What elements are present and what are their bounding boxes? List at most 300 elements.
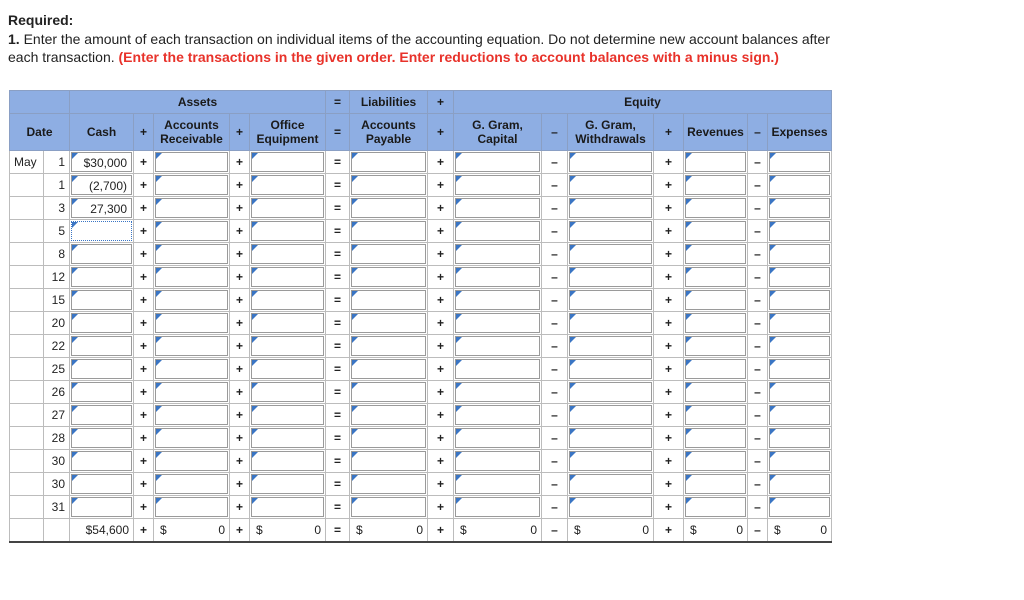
withdrawals-input[interactable] xyxy=(569,244,652,264)
row-day: 8 xyxy=(44,243,70,266)
row-month xyxy=(10,381,44,404)
accounts-receivable-input[interactable] xyxy=(155,497,228,517)
capital-input[interactable] xyxy=(455,175,540,195)
withdrawals-input[interactable] xyxy=(569,175,652,195)
withdrawals-header: G. Gram, Withdrawals xyxy=(568,114,654,151)
accounts-receivable-input[interactable] xyxy=(155,221,228,241)
header-plus-sign: + xyxy=(654,114,684,151)
minus-sign: – xyxy=(748,220,768,243)
row-month xyxy=(10,450,44,473)
currency-symbol: $ xyxy=(460,523,467,537)
accounts-receivable-input[interactable] xyxy=(155,198,228,218)
revenues-input[interactable] xyxy=(685,405,746,425)
expenses-input[interactable] xyxy=(769,221,830,241)
plus-sign: + xyxy=(230,427,250,450)
cash-input[interactable] xyxy=(71,267,132,287)
plus-sign: + xyxy=(134,335,154,358)
expenses-input[interactable] xyxy=(769,175,830,195)
expenses-input[interactable] xyxy=(769,405,830,425)
table-row xyxy=(10,174,832,197)
office-equipment-input[interactable] xyxy=(251,405,324,425)
equals-sign: = xyxy=(326,381,350,404)
minus-sign: – xyxy=(748,197,768,220)
plus-sign: + xyxy=(230,151,250,174)
expenses-input[interactable] xyxy=(769,152,830,172)
office-equipment-input[interactable] xyxy=(251,336,324,356)
minus-sign: – xyxy=(748,335,768,358)
minus-sign: – xyxy=(748,358,768,381)
office-equipment-input[interactable] xyxy=(251,175,324,195)
office-equipment-header: Office Equipment xyxy=(250,114,326,151)
expenses-header: Expenses xyxy=(768,114,832,151)
accounts-payable-input[interactable] xyxy=(351,267,426,287)
assets-header: Assets xyxy=(70,91,326,114)
accounts-receivable-input[interactable] xyxy=(155,405,228,425)
plus-sign: + xyxy=(134,289,154,312)
table-row xyxy=(10,404,832,427)
plus-sign: + xyxy=(134,427,154,450)
equals-sign: = xyxy=(326,358,350,381)
accounts-receivable-input[interactable] xyxy=(155,428,228,448)
expenses-input[interactable] xyxy=(769,336,830,356)
capital-input[interactable] xyxy=(455,244,540,264)
currency-symbol: $ xyxy=(774,523,781,537)
minus-sign: – xyxy=(748,266,768,289)
row-month xyxy=(10,197,44,220)
withdrawals-input[interactable] xyxy=(569,497,652,517)
cash-input[interactable] xyxy=(71,244,132,264)
accounts-payable-input[interactable] xyxy=(351,152,426,172)
revenues-input[interactable] xyxy=(685,290,746,310)
office-equipment-input[interactable] xyxy=(251,244,324,264)
accounts-payable-input[interactable] xyxy=(351,405,426,425)
plus-sign: + xyxy=(230,243,250,266)
expenses-input[interactable] xyxy=(769,198,830,218)
cash-input[interactable] xyxy=(71,175,132,195)
accounts-payable-input[interactable] xyxy=(351,198,426,218)
accounts-receivable-input[interactable] xyxy=(155,175,228,195)
minus-sign: – xyxy=(542,335,568,358)
required-title: Required: xyxy=(8,12,74,28)
revenues-input[interactable] xyxy=(685,336,746,356)
plus-sign: + xyxy=(230,335,250,358)
accounts-payable-input[interactable] xyxy=(351,221,426,241)
accounts-receivable-input[interactable] xyxy=(155,244,228,264)
office-equipment-input[interactable] xyxy=(251,382,324,402)
plus-sign: + xyxy=(134,450,154,473)
cash-input[interactable] xyxy=(71,313,132,333)
plus-sign: + xyxy=(230,473,250,496)
capital-input[interactable] xyxy=(455,497,540,517)
cash-input[interactable] xyxy=(71,152,132,172)
row-month xyxy=(10,243,44,266)
capital-input[interactable] xyxy=(455,313,540,333)
plus-sign: + xyxy=(134,197,154,220)
table-row xyxy=(10,151,832,174)
withdrawals-input[interactable] xyxy=(569,267,652,287)
row-month: May xyxy=(10,151,44,174)
office-equipment-input[interactable] xyxy=(251,313,324,333)
table-row xyxy=(10,496,832,519)
withdrawals-input[interactable] xyxy=(569,359,652,379)
minus-sign: – xyxy=(542,473,568,496)
office-equipment-input[interactable] xyxy=(251,451,324,471)
minus-sign: – xyxy=(542,220,568,243)
equals-sign: = xyxy=(326,427,350,450)
plus-sign: + xyxy=(654,151,684,174)
row-month xyxy=(10,335,44,358)
plus-sign: + xyxy=(428,496,454,519)
accounts-payable-input[interactable] xyxy=(351,244,426,264)
plus-sign: + xyxy=(134,358,154,381)
accounts-payable-input[interactable] xyxy=(351,451,426,471)
accounts-receivable-input[interactable] xyxy=(155,152,228,172)
plus-sign: + xyxy=(230,266,250,289)
header-plus-sign: + xyxy=(428,91,454,114)
plus-sign: + xyxy=(654,243,684,266)
accounts-payable-input[interactable] xyxy=(351,474,426,494)
total-withdrawals-value: 0 xyxy=(642,523,649,537)
currency-symbol: $ xyxy=(256,523,263,537)
capital-input[interactable] xyxy=(455,336,540,356)
withdrawals-input[interactable] xyxy=(569,428,652,448)
instruction-note: (Enter the transactions in the given order. Enter reductions to account balances with a minus sign.) xyxy=(118,49,779,65)
total-cash: $54,600 xyxy=(70,519,134,543)
header-equals-sign: = xyxy=(326,114,350,151)
equals-sign: = xyxy=(326,243,350,266)
plus-sign: + xyxy=(134,312,154,335)
minus-sign: – xyxy=(748,151,768,174)
minus-sign: – xyxy=(542,312,568,335)
plus-sign: + xyxy=(654,197,684,220)
accounts-payable-input[interactable] xyxy=(351,359,426,379)
capital-input[interactable] xyxy=(455,451,540,471)
plus-sign: + xyxy=(654,220,684,243)
total-accounts-receivable xyxy=(154,519,230,543)
header-row-1 xyxy=(10,91,832,114)
plus-sign: + xyxy=(654,404,684,427)
minus-sign: – xyxy=(748,496,768,519)
cash-input[interactable] xyxy=(71,198,132,218)
plus-sign: + xyxy=(654,289,684,312)
accounts-receivable-header: Accounts Receivable xyxy=(154,114,230,151)
header-equals-sign: = xyxy=(326,91,350,114)
row-day: 27 xyxy=(44,404,70,427)
minus-sign: – xyxy=(542,496,568,519)
expenses-input[interactable] xyxy=(769,382,830,402)
plus-sign: + xyxy=(654,473,684,496)
capital-input[interactable] xyxy=(455,152,540,172)
expenses-input[interactable] xyxy=(769,267,830,287)
accounts-receivable-input[interactable] xyxy=(155,359,228,379)
table-row xyxy=(10,312,832,335)
cash-value: (2,700) xyxy=(88,179,127,193)
capital-input[interactable] xyxy=(455,267,540,287)
plus-sign: + xyxy=(654,312,684,335)
minus-sign: – xyxy=(542,289,568,312)
office-equipment-input[interactable] xyxy=(251,221,324,241)
equals-sign: = xyxy=(326,404,350,427)
accounts-payable-input[interactable] xyxy=(351,175,426,195)
plus-sign: + xyxy=(428,404,454,427)
revenues-input[interactable] xyxy=(685,221,746,241)
accounts-receivable-input[interactable] xyxy=(155,336,228,356)
withdrawals-input[interactable] xyxy=(569,152,652,172)
total-office-equipment-value: 0 xyxy=(314,523,321,537)
plus-sign: + xyxy=(134,473,154,496)
plus-sign: + xyxy=(654,427,684,450)
equals-sign: = xyxy=(326,151,350,174)
header-plus-sign: + xyxy=(134,114,154,151)
cash-input[interactable] xyxy=(71,497,132,517)
header-minus-sign: – xyxy=(748,114,768,151)
header-row-2 xyxy=(10,114,832,151)
plus-sign: + xyxy=(134,243,154,266)
plus-sign: + xyxy=(654,450,684,473)
capital-input[interactable] xyxy=(455,382,540,402)
equals-sign: = xyxy=(326,197,350,220)
totals-row xyxy=(10,519,832,543)
currency-symbol: $ xyxy=(574,523,581,537)
capital-input[interactable] xyxy=(455,198,540,218)
equals-sign: = xyxy=(326,266,350,289)
minus-sign: – xyxy=(542,427,568,450)
row-month xyxy=(10,427,44,450)
revenues-input[interactable] xyxy=(685,152,746,172)
currency-symbol: $ xyxy=(160,523,167,537)
plus-sign: + xyxy=(230,174,250,197)
table-row xyxy=(10,266,832,289)
minus-sign: – xyxy=(748,427,768,450)
total-capital-value: 0 xyxy=(530,523,537,537)
plus-sign: + xyxy=(428,289,454,312)
table-row xyxy=(10,473,832,496)
plus-sign: + xyxy=(230,289,250,312)
row-month xyxy=(10,266,44,289)
accounts-receivable-input[interactable] xyxy=(155,382,228,402)
withdrawals-input[interactable] xyxy=(569,198,652,218)
row-day: 31 xyxy=(44,496,70,519)
withdrawals-input[interactable] xyxy=(569,382,652,402)
liabilities-header: Liabilities xyxy=(350,91,428,114)
office-equipment-input[interactable] xyxy=(251,497,324,517)
plus-sign: + xyxy=(230,312,250,335)
revenues-input[interactable] xyxy=(685,451,746,471)
equals-sign: = xyxy=(326,312,350,335)
row-month xyxy=(10,358,44,381)
expenses-input[interactable] xyxy=(769,474,830,494)
revenues-input[interactable] xyxy=(685,198,746,218)
minus-sign: – xyxy=(748,174,768,197)
equals-sign: = xyxy=(326,450,350,473)
minus-sign: – xyxy=(542,197,568,220)
minus-sign: – xyxy=(542,174,568,197)
revenues-input[interactable] xyxy=(685,497,746,517)
cash-value: $30,000 xyxy=(83,156,127,170)
withdrawals-input[interactable] xyxy=(569,451,652,471)
revenues-input[interactable] xyxy=(685,267,746,287)
office-equipment-input[interactable] xyxy=(251,474,324,494)
total-revenues-value: 0 xyxy=(736,523,743,537)
plus-sign: + xyxy=(134,404,154,427)
plus-sign: + xyxy=(654,519,684,543)
cash-input[interactable] xyxy=(71,290,132,310)
office-equipment-input[interactable] xyxy=(251,428,324,448)
withdrawals-input[interactable] xyxy=(569,336,652,356)
plus-sign: + xyxy=(134,496,154,519)
withdrawals-input[interactable] xyxy=(569,290,652,310)
minus-sign: – xyxy=(542,450,568,473)
accounts-payable-input[interactable] xyxy=(351,313,426,333)
plus-sign: + xyxy=(230,404,250,427)
instructions xyxy=(8,12,1008,66)
cash-input[interactable] xyxy=(71,451,132,471)
equals-sign: = xyxy=(326,220,350,243)
withdrawals-input[interactable] xyxy=(569,405,652,425)
minus-sign: – xyxy=(542,243,568,266)
cash-input[interactable] xyxy=(71,221,132,241)
cash-input[interactable] xyxy=(71,405,132,425)
equals-sign: = xyxy=(326,335,350,358)
plus-sign: + xyxy=(230,519,250,543)
plus-sign: + xyxy=(428,450,454,473)
minus-sign: – xyxy=(542,404,568,427)
expenses-input[interactable] xyxy=(769,359,830,379)
plus-sign: + xyxy=(134,381,154,404)
row-month xyxy=(10,473,44,496)
accounts-payable-header: Accounts Payable xyxy=(350,114,428,151)
plus-sign: + xyxy=(230,381,250,404)
header-plus-sign: + xyxy=(230,114,250,151)
capital-input[interactable] xyxy=(455,221,540,241)
cash-input[interactable] xyxy=(71,474,132,494)
expenses-input[interactable] xyxy=(769,313,830,333)
accounts-receivable-input[interactable] xyxy=(155,267,228,287)
capital-input[interactable] xyxy=(455,428,540,448)
plus-sign: + xyxy=(428,151,454,174)
plus-sign: + xyxy=(428,266,454,289)
capital-input[interactable] xyxy=(455,359,540,379)
cash-input[interactable] xyxy=(71,382,132,402)
revenues-input[interactable] xyxy=(685,428,746,448)
plus-sign: + xyxy=(428,358,454,381)
accounts-payable-input[interactable] xyxy=(351,290,426,310)
revenues-input[interactable] xyxy=(685,313,746,333)
expenses-input[interactable] xyxy=(769,244,830,264)
withdrawals-input[interactable] xyxy=(569,221,652,241)
accounts-payable-input[interactable] xyxy=(351,428,426,448)
capital-input[interactable] xyxy=(455,405,540,425)
accounts-payable-input[interactable] xyxy=(351,382,426,402)
cash-input[interactable] xyxy=(71,359,132,379)
total-office-equipment xyxy=(250,519,326,543)
accounts-receivable-input[interactable] xyxy=(155,290,228,310)
cash-value: 27,300 xyxy=(90,202,127,216)
equals-sign: = xyxy=(326,289,350,312)
expenses-input[interactable] xyxy=(769,451,830,471)
table-row xyxy=(10,243,832,266)
minus-sign: – xyxy=(748,450,768,473)
minus-sign: – xyxy=(748,312,768,335)
header-plus-sign: + xyxy=(428,114,454,151)
plus-sign: + xyxy=(230,220,250,243)
plus-sign: + xyxy=(654,174,684,197)
plus-sign: + xyxy=(654,335,684,358)
minus-sign: – xyxy=(542,358,568,381)
minus-sign: – xyxy=(748,243,768,266)
plus-sign: + xyxy=(134,519,154,543)
plus-sign: + xyxy=(654,381,684,404)
revenues-input[interactable] xyxy=(685,244,746,264)
expenses-input[interactable] xyxy=(769,428,830,448)
accounts-payable-input[interactable] xyxy=(351,497,426,517)
office-equipment-input[interactable] xyxy=(251,290,324,310)
plus-sign: + xyxy=(428,473,454,496)
plus-sign: + xyxy=(134,220,154,243)
minus-sign: – xyxy=(748,519,768,543)
row-day: 15 xyxy=(44,289,70,312)
table-row xyxy=(10,335,832,358)
cash-input[interactable] xyxy=(71,428,132,448)
row-month xyxy=(10,496,44,519)
table-row xyxy=(10,381,832,404)
plus-sign: + xyxy=(654,496,684,519)
row-day: 1 xyxy=(44,174,70,197)
capital-input[interactable] xyxy=(455,474,540,494)
plus-sign: + xyxy=(654,358,684,381)
row-month xyxy=(10,404,44,427)
row-day: 30 xyxy=(44,450,70,473)
office-equipment-input[interactable] xyxy=(251,267,324,287)
table-row xyxy=(10,450,832,473)
accounting-equation-table xyxy=(9,90,832,543)
row-day: 30 xyxy=(44,473,70,496)
row-day: 22 xyxy=(44,335,70,358)
cash-input[interactable] xyxy=(71,336,132,356)
accounts-receivable-input[interactable] xyxy=(155,474,228,494)
capital-input[interactable] xyxy=(455,290,540,310)
accounts-receivable-input[interactable] xyxy=(155,451,228,471)
total-expenses-value: 0 xyxy=(820,523,827,537)
accounts-receivable-input[interactable] xyxy=(155,313,228,333)
row-day: 25 xyxy=(44,358,70,381)
plus-sign: + xyxy=(428,312,454,335)
total-revenues xyxy=(684,519,748,543)
row-day: 12 xyxy=(44,266,70,289)
revenues-input[interactable] xyxy=(685,474,746,494)
office-equipment-input[interactable] xyxy=(251,152,324,172)
currency-symbol: $ xyxy=(690,523,697,537)
plus-sign: + xyxy=(428,174,454,197)
withdrawals-input[interactable] xyxy=(569,313,652,333)
equals-sign: = xyxy=(326,519,350,543)
minus-sign: – xyxy=(542,519,568,543)
plus-sign: + xyxy=(428,243,454,266)
row-month xyxy=(10,174,44,197)
expenses-input[interactable] xyxy=(769,497,830,517)
revenues-input[interactable] xyxy=(685,359,746,379)
revenues-input[interactable] xyxy=(685,382,746,402)
total-accounts-payable-value: 0 xyxy=(416,523,423,537)
revenues-input[interactable] xyxy=(685,175,746,195)
minus-sign: – xyxy=(748,381,768,404)
office-equipment-input[interactable] xyxy=(251,359,324,379)
total-accounts-receivable-value: 0 xyxy=(218,523,225,537)
accounts-payable-input[interactable] xyxy=(351,336,426,356)
expenses-input[interactable] xyxy=(769,290,830,310)
office-equipment-input[interactable] xyxy=(251,198,324,218)
withdrawals-input[interactable] xyxy=(569,474,652,494)
